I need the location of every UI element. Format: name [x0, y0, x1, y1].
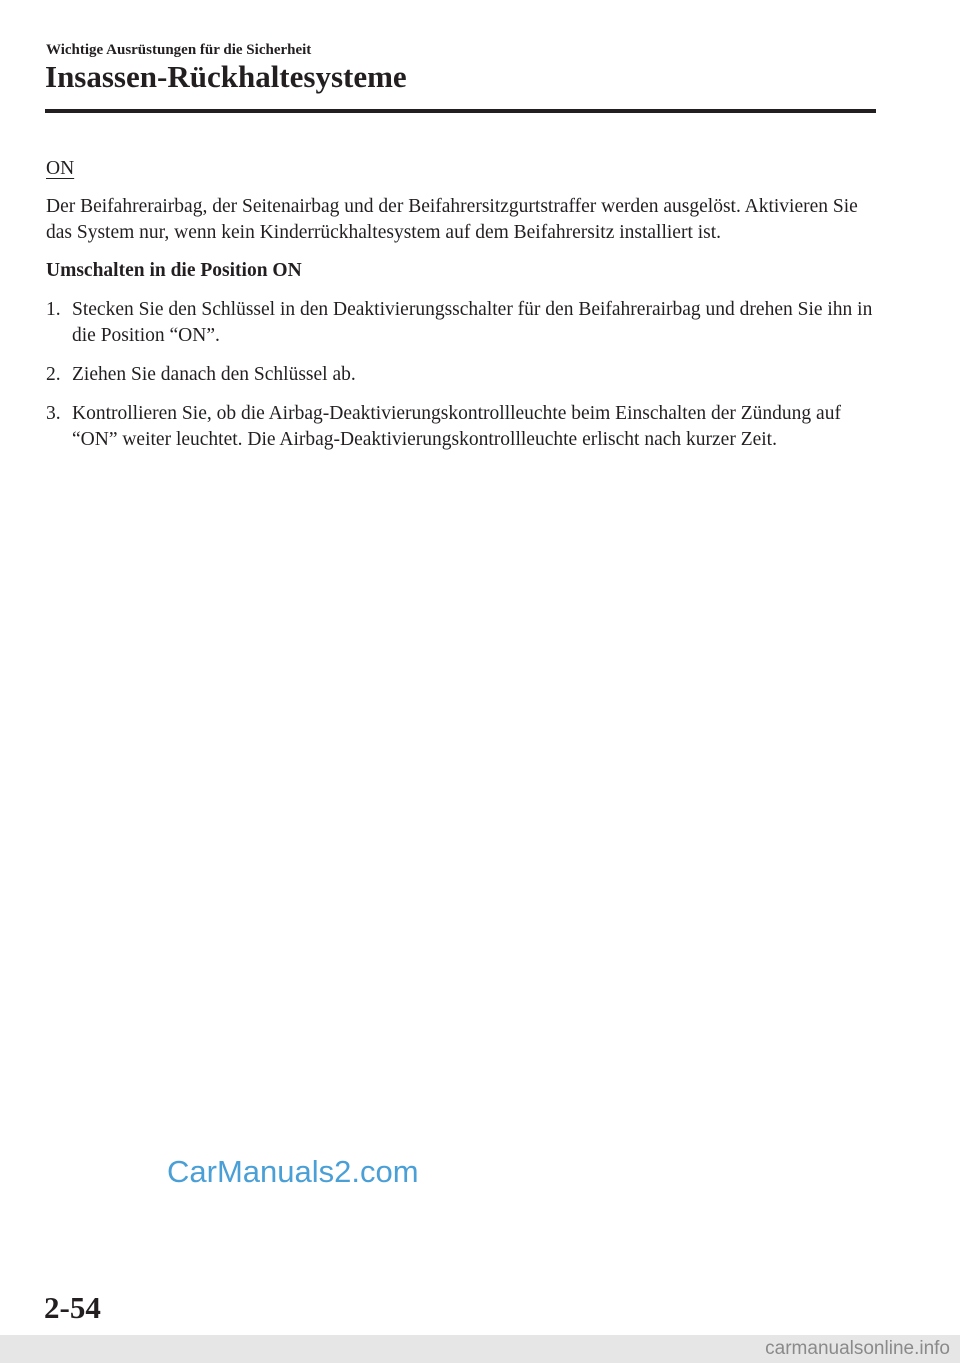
step-number: 3.	[46, 403, 61, 424]
page-number: 2-54	[44, 1290, 101, 1325]
list-item	[46, 362, 876, 388]
page-title: Insassen-Rückhaltesysteme	[45, 59, 407, 94]
step-text: Stecken Sie den Schlüssel in den Deaktivierungsschalter für den Beifahrerairbag und drehen Sie ihn in die Position “ON”.	[72, 299, 873, 346]
list-item	[46, 297, 876, 349]
footer-site-link[interactable]: carmanualsonline.info	[765, 1338, 950, 1359]
step-text: Ziehen Sie danach den Schlüssel ab.	[72, 364, 356, 385]
step-number: 2.	[46, 364, 61, 385]
step-number: 1.	[46, 299, 61, 320]
step-text: Kontrollieren Sie, ob die Airbag-Deaktivierungskontrollleuchte beim Einschalten der Zündung auf “ON” weiter leuchtet. Die Airbag-Deaktivierungskontrollleuchte erlischt nach kurzer Zeit.	[72, 403, 841, 450]
footer-bar	[0, 1335, 960, 1363]
title-divider	[45, 109, 876, 113]
description-paragraph: Der Beifahrerairbag, der Seitenairbag und der Beifahrersitzgurtstraffer werden ausgelöst. Aktivieren Sie das System nur, wenn kein Kinderrückhaltesystem auf dem Beifahrersitz installiert ist.	[46, 196, 858, 243]
list-item	[46, 401, 876, 453]
main-content	[46, 156, 876, 466]
procedure-heading: Umschalten in die Position ON	[46, 260, 302, 281]
subheading-on: ON	[46, 158, 75, 179]
procedure-steps	[46, 297, 876, 453]
section-label: Wichtige Ausrüstungen für die Sicherheit	[46, 42, 312, 58]
watermark: CarManuals2.com	[167, 1154, 419, 1189]
